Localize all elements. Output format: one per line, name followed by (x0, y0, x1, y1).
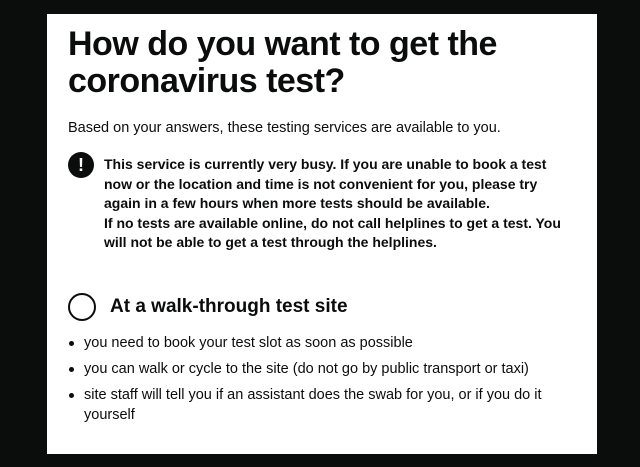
list-item: you can walk or cycle to the site (do not go by public transport or taxi) (68, 359, 577, 379)
warning-icon: ! (68, 152, 94, 178)
list-item: site staff will tell you if an assistant does the swab for you, or if you do it yourself (68, 385, 577, 425)
page-title: How do you want to get the coronavirus test? (68, 25, 497, 100)
warning-line-busy: This service is currently very busy. If you are unable to book a test now or the location and time is not convenient for you, please try again in a few hours when more tests should be available. (104, 156, 547, 211)
lead-text: Based on your answers, these testing services are available to you. (68, 120, 501, 136)
option-walk-through-label[interactable]: At a walk-through test site (110, 295, 348, 317)
list-item: you need to book your test slot as soon as possible (68, 333, 577, 353)
warning-line-helplines: If no tests are available online, do not call helplines to get a test. You will not be able to get a test through the helplines. (104, 214, 561, 250)
content-panel (47, 14, 597, 454)
radio-walk-through[interactable] (68, 293, 96, 321)
option-details-list (68, 333, 577, 425)
warning-text (104, 155, 577, 253)
warning-notice (68, 155, 577, 253)
option-walk-through[interactable] (68, 293, 577, 321)
